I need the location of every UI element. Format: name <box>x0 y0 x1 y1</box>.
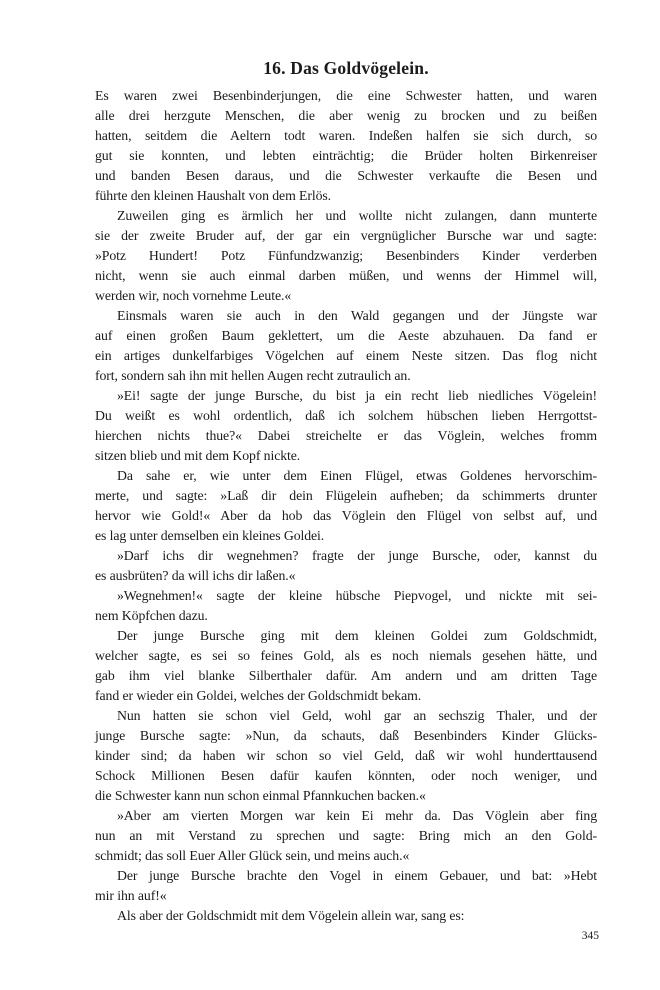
text-line: ein artiges dunkelfarbiges Vögelchen auf einem Neste sitzen. Das flog nicht <box>95 348 597 363</box>
text-line: fand er wieder ein Goldei, welches der Goldschmidt bekam. <box>95 688 422 703</box>
text-line: mir ihn auf!« <box>95 888 167 903</box>
paragraph <box>95 706 597 806</box>
text-line: werden wir, noch vornehme Leute.« <box>95 288 292 303</box>
paragraph <box>95 206 597 306</box>
text-line: Der junge Bursche ging mit dem kleinen Goldei zum Goldschmidt, <box>117 628 597 643</box>
chapter-title: 16. Das Goldvögelein. <box>263 58 429 78</box>
text-body <box>95 86 597 926</box>
text-line: Der junge Bursche brachte den Vogel in einem Gebauer, und bat: »Hebt <box>117 868 597 883</box>
text-line: »Darf ichs dir wegnehmen? fragte der junge Bursche, oder, kannst du <box>117 548 597 563</box>
text-line: und banden Besen daraus, und die Schwester verkaufte die Besen und <box>95 168 597 183</box>
text-line: welcher sagte, es sei so feines Gold, als es noch niemals gesehen hätte, und <box>95 648 597 663</box>
paragraph <box>95 906 597 926</box>
paragraph <box>95 386 597 466</box>
paragraph <box>95 626 597 706</box>
text-line: Zuweilen ging es ärmlich her und wollte nicht zulangen, dann munterte <box>117 208 597 223</box>
text-line: Es waren zwei Besenbinderjungen, die eine Schwester hatten, und waren <box>95 88 597 103</box>
text-line: hervor wie Gold!« Aber da hob das Vöglein den Flügel von selbst auf, und <box>95 508 597 523</box>
text-line: auf einen großen Baum geklettert, um die Aeste abzuhauen. Da fand er <box>95 328 597 343</box>
paragraph <box>95 866 597 906</box>
text-line: merte, und sagte: »Laß dir dein Flügelein aufheben; da schimmerts drunter <box>95 488 597 503</box>
text-line: nicht, wenn sie auch einmal darben müßen, und wenns der Himmel will, <box>95 268 597 283</box>
text-line: es ausbrüten? da will ichs dir laßen.« <box>95 568 296 583</box>
text-line: »Ei! sagte der junge Bursche, du bist ja ein recht lieb niedliches Vögelein! <box>117 388 597 403</box>
page-number: 345 <box>581 930 599 942</box>
text-line: kinder sind; da haben wir schon so viel Geld, daß wir wohl hunderttausend <box>95 748 597 763</box>
text-line: führte den kleinen Haushalt von dem Erlös. <box>95 188 332 203</box>
text-line: schmidt; das soll Euer Aller Glück sein, und meins auch.« <box>95 848 410 863</box>
text-line: Du weißt es wohl ordentlich, daß ich solchem hübschen lieben Herrgottst- <box>95 408 597 423</box>
paragraph <box>95 86 597 206</box>
text-line: Einsmals waren sie auch in den Wald gegangen und der Jüngste war <box>117 308 597 323</box>
text-line: hatten, seitdem die Aeltern todt waren. Indeßen halfen sie sich durch, so <box>95 128 597 143</box>
text-line: »Potz Hundert! Potz Fünfundzwanzig; Besenbinders Kinder verderben <box>95 248 597 263</box>
paragraph <box>95 806 597 866</box>
text-line: nun an mit Verstand zu sprechen und sagte: Bring mich an den Gold- <box>95 828 597 843</box>
text-line: alle drei herzgute Menschen, die aber wenig zu brocken und zu beißen <box>95 108 597 123</box>
text-line: gut sie konnten, und lebten einträchtig; die Brüder holten Birkenreiser <box>95 148 597 163</box>
text-line: »Wegnehmen!« sagte der kleine hübsche Piepvogel, und nickte mit sei- <box>117 588 597 603</box>
text-line: die Schwester kann nun schon einmal Pfannkuchen backen.« <box>95 788 426 803</box>
paragraph <box>95 306 597 386</box>
text-line: junge Bursche sagte: »Nun, da schauts, daß Besenbinders Kinder Glücks- <box>95 728 597 743</box>
text-line: nem Köpfchen dazu. <box>95 608 208 623</box>
text-line: hierchen nichts thue?« Dabei streichelte er das Vöglein, welches fromm <box>95 428 597 443</box>
text-line: Nun hatten sie schon viel Geld, wohl gar an sechszig Thaler, und der <box>117 708 597 723</box>
text-line: Da sahe er, wie unter dem Einen Flügel, etwas Goldenes hervorschim- <box>117 468 597 483</box>
text-line: sie der zweite Bruder auf, der gar ein vergnüglicher Bursche war und sagte: <box>95 228 597 243</box>
text-line: es lag unter demselben ein kleines Goldei. <box>95 528 325 543</box>
paragraph <box>95 546 597 586</box>
text-line: »Aber am vierten Morgen war kein Ei mehr da. Das Vöglein aber fing <box>117 808 597 823</box>
text-line: fort, sondern sah ihn mit hellen Augen recht zutraulich an. <box>95 368 411 383</box>
text-line: gab ihm viel blanke Silberthaler dafür. Am andern und am dritten Tage <box>95 668 597 683</box>
paragraph <box>95 466 597 546</box>
text-line: Schock Millionen Besen dafür kaufen könnten, oder noch weniger, und <box>95 768 597 783</box>
paragraph <box>95 586 597 626</box>
text-line: sitzen blieb und mit dem Kopf nickte. <box>95 448 301 463</box>
text-line: Als aber der Goldschmidt mit dem Vögelein allein war, sang es: <box>117 908 465 923</box>
